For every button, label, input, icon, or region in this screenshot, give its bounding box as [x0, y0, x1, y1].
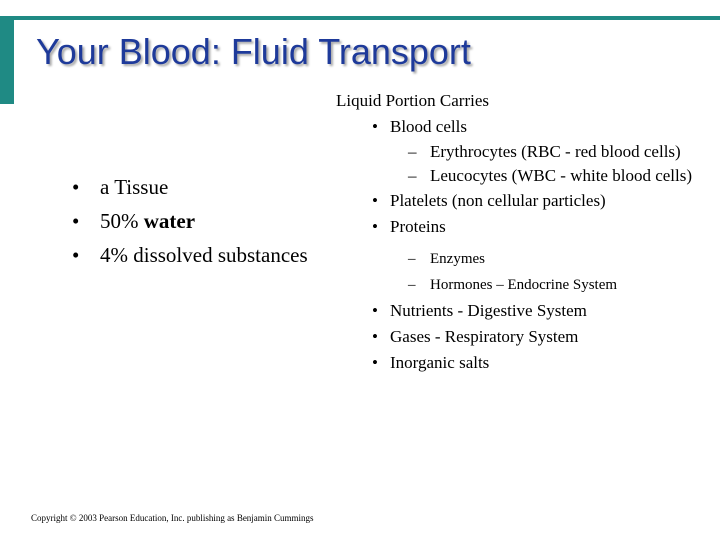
slide-title: Your Blood: Fluid Transport	[36, 31, 471, 72]
right-content	[336, 88, 716, 376]
list-item-salts: • Inorganic salts	[372, 350, 716, 376]
left-bullet-list	[72, 173, 322, 275]
list-item-proteins: • Proteins – Enzymes – Hormones – Endocrine System	[372, 214, 716, 298]
list-item-gases: • Gases - Respiratory System	[372, 324, 716, 350]
list-item-enzymes: – Enzymes	[408, 246, 716, 272]
list-item-dissolved: • 4% dissolved substances	[72, 241, 322, 270]
list-item-blood-cells: • Blood cells – Erythrocytes (RBC - red blood cells) – Leucocytes (WBC - white blood cells)	[372, 114, 716, 188]
accent-bar-horizontal	[14, 16, 720, 20]
list-item-nutrients: • Nutrients - Digestive System	[372, 298, 716, 324]
right-heading: Liquid Portion Carries	[336, 91, 489, 110]
list-item-water: • 50% water	[72, 207, 322, 236]
list-item-tissue: • a Tissue	[72, 173, 322, 202]
accent-bar-vertical	[0, 16, 14, 104]
proteins-sublist	[408, 246, 716, 298]
list-item-leucocytes: – Leucocytes (WBC - white blood cells)	[408, 164, 716, 188]
carries-list	[372, 114, 716, 376]
blood-cells-sublist	[408, 140, 716, 188]
copyright-footer: Copyright © 2003 Pearson Education, Inc. publishing as Benjamin Cummings	[31, 513, 314, 523]
list-item-platelets: • Platelets (non cellular particles)	[372, 188, 716, 214]
list-item-hormones: – Hormones – Endocrine System	[408, 272, 716, 298]
list-item-erythrocytes: – Erythrocytes (RBC - red blood cells)	[408, 140, 716, 164]
